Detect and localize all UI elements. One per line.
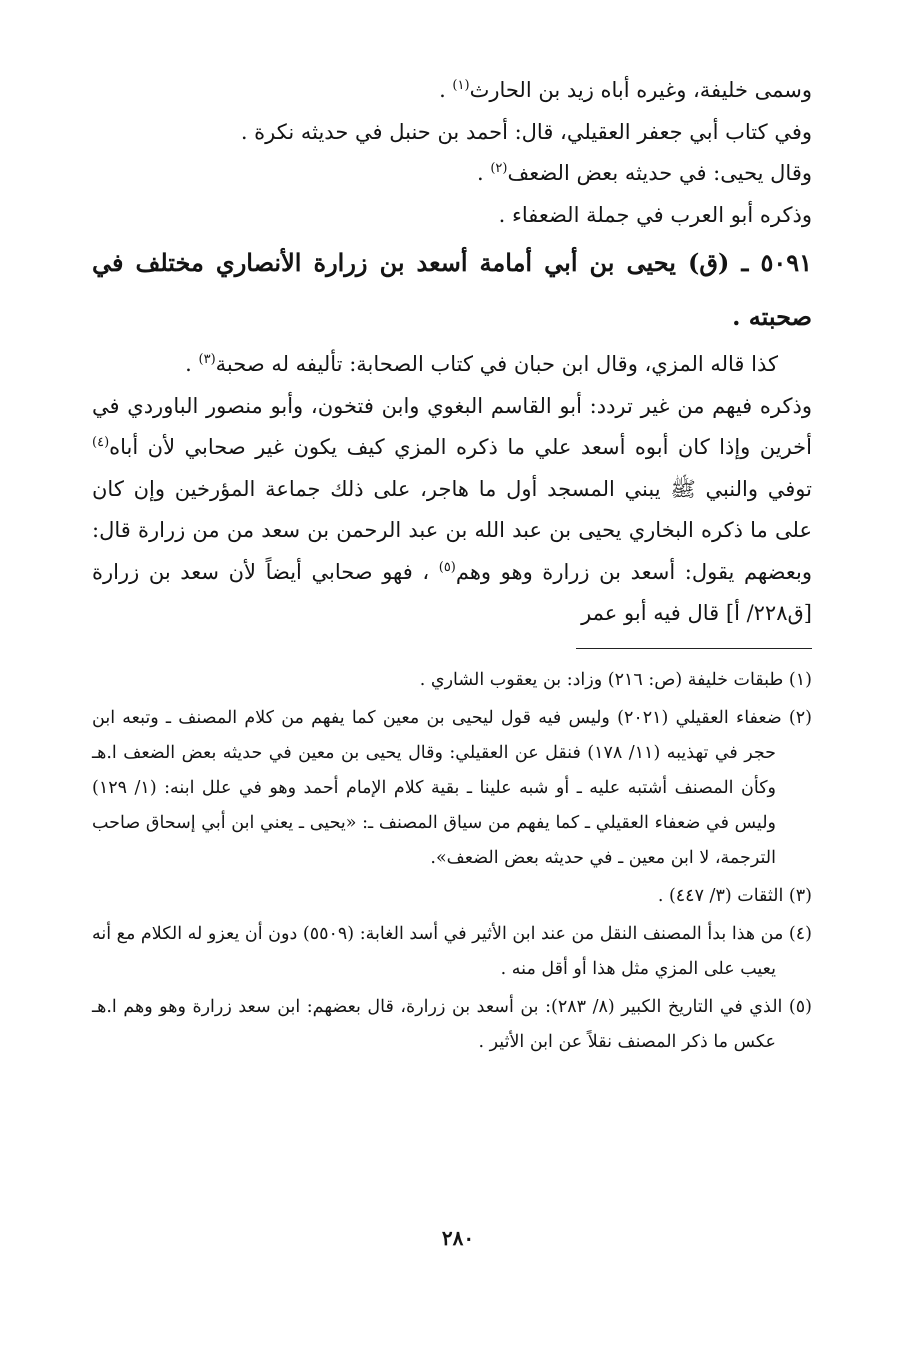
footnote-mark: (٢)	[490, 161, 508, 176]
footnote: (٥) الذي في التاريخ الكبير (٨/ ٢٨٣): بن أسعد بن زرارة، قال بعضهم: ابن سعد زرارة وهو وهم ا.هـ عكس ما ذكر المصنف نقلاً عن ابن الأثير .	[92, 996, 812, 1052]
paragraph: وذكره فيهم من غير تردد: أبو القاسم البغوي وابن فتخون، وأبو منصور الباوردي في أخرين وإذا كان أبوه أسعد علي ما ذكره المزي كيف يكون غير صحابي لأن أباه$^{(٤)}$ توفي والنبي ﷺ يبني المسجد أول ما هاجر، على ذلك جماعة المؤرخين وإن كان على ما ذكره البخاري يحيى بن عبد الله بن عبد الرحمن بن سعد من من زرارة قال: وبعضهم يقول: أسعد بن زرارة وهو وهم$^{(٥)}$ ، فهو صحابي أيضاً لأن سعد بن زرارة [ق٢٢٨/ أ] قال فيه أبو عمر	[92, 393, 812, 625]
paragraph: كذا قاله المزي، وقال ابن حبان في كتاب الصحابة: تأليفه له صحبة$^{(٣)}$ .	[185, 352, 778, 376]
text-line: وسمى خليفة، وغيره أباه زيد بن الحارث$^{(١)}$ .	[439, 78, 812, 102]
footnote: (٤) من هذا بدأ المصنف النقل من عند ابن الأثير في أسد الغابة: (٥٥٠٩) دون أن يعزو له الكلام مع أنه يعيب على المزي مثل هذا أو أقل منه .	[92, 923, 812, 979]
book-page	[92, 70, 812, 1063]
footnote: (٣) الثقات (٣/ ٤٤٧) .	[657, 885, 812, 906]
footnote-mark: (٥)	[438, 559, 456, 575]
footnote-mark: (٣)	[198, 352, 216, 367]
footnote: (١) طبقات خليفة (ص: ٢١٦) وزاد: بن يعقوب الشاري .	[419, 669, 812, 690]
main-text	[92, 70, 812, 635]
footnote: (٢) ضعفاء العقيلي (٢٠٢١) وليس فيه قول ليحيى بن معين كما يفهم من كلام المصنف ـ وتبعه ابن حجر في تهذيبه (١١/ ١٧٨) فنقل عن العقيلي: وقال يحيى بن معين في حديثه بعض الضعف ا.هـ وكأن المصنف أشتبه عليه ـ أو شبه علينا ـ بقية كلام الإمام أحمد وهو في علل ابنه: (١/ ١٢٩) وليس في ضعفاء العقيلي ـ كما يفهم من سياق المصنف ـ: «يحيى ـ يعني ابن أبي إسحاق صاحب الترجمة، لا ابن معين ـ في حديثه بعض الضعف».	[92, 707, 812, 868]
text-line: وقال يحيى: في حديثه بعض الضعف$^{(٢)}$ .	[476, 161, 812, 185]
page-number: ٢٨٠	[441, 1226, 475, 1250]
footnote-separator	[576, 648, 812, 649]
entry-heading: ٥٠٩١ ـ (ق) يحيى بن أبي أمامة أسعد بن زرارة الأنصاري مختلف في صحبته .	[92, 248, 812, 331]
footnote-mark: (١)	[452, 78, 470, 93]
text-line: وذكره أبو العرب في جملة الضعفاء .	[498, 202, 812, 227]
text-line: وفي كتاب أبي جعفر العقيلي، قال: أحمد بن حنبل في حديثه نكرة .	[240, 119, 812, 144]
footnotes	[92, 663, 812, 1060]
footnote-mark: (٤)	[92, 435, 110, 450]
